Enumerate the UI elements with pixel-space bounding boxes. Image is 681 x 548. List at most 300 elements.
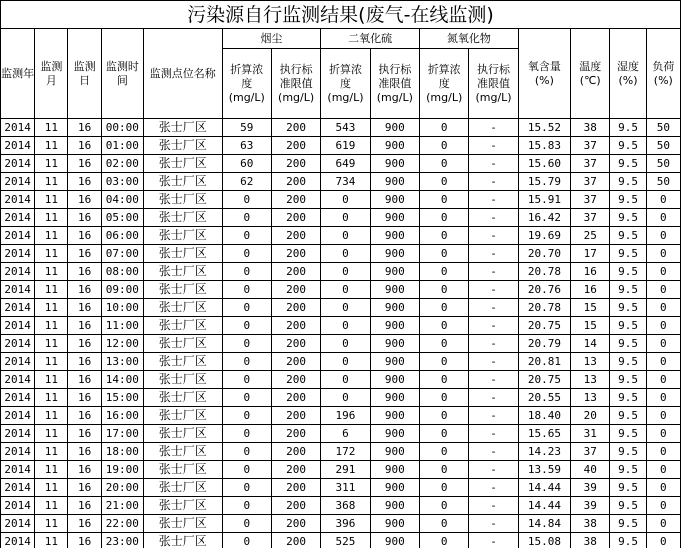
header-site: 监测点位名称 bbox=[144, 29, 223, 119]
cell-time: 14:00 bbox=[101, 371, 143, 389]
cell-dust-limit: 200 bbox=[271, 191, 320, 209]
cell-time: 06:00 bbox=[101, 227, 143, 245]
cell-year: 2014 bbox=[1, 533, 35, 548]
cell-temp: 37 bbox=[571, 137, 610, 155]
cell-site: 张士厂区 bbox=[144, 137, 223, 155]
table-row bbox=[1, 425, 681, 443]
cell-so2-limit: 900 bbox=[370, 461, 419, 479]
cell-dust-limit: 200 bbox=[271, 479, 320, 497]
cell-oxygen: 16.42 bbox=[518, 209, 570, 227]
cell-time: 05:00 bbox=[101, 209, 143, 227]
cell-year: 2014 bbox=[1, 389, 35, 407]
cell-day: 16 bbox=[68, 173, 101, 191]
cell-time: 00:00 bbox=[101, 119, 143, 137]
header-group-nox: 氮氧化物 bbox=[420, 29, 519, 49]
cell-nox-conc: 0 bbox=[420, 371, 469, 389]
cell-temp: 14 bbox=[571, 335, 610, 353]
cell-nox-limit: - bbox=[469, 335, 518, 353]
table-body bbox=[1, 119, 681, 548]
cell-humidity: 9.5 bbox=[610, 353, 646, 371]
cell-time: 13:00 bbox=[101, 353, 143, 371]
cell-day: 16 bbox=[68, 479, 101, 497]
table-row bbox=[1, 443, 681, 461]
cell-month: 11 bbox=[35, 461, 68, 479]
cell-site: 张士厂区 bbox=[144, 155, 223, 173]
cell-year: 2014 bbox=[1, 425, 35, 443]
header-so2-conc: 折算浓 度 (mg/L) bbox=[321, 49, 370, 119]
cell-time: 19:00 bbox=[101, 461, 143, 479]
cell-day: 16 bbox=[68, 497, 101, 515]
cell-load: 0 bbox=[646, 461, 680, 479]
cell-dust-limit: 200 bbox=[271, 353, 320, 371]
cell-month: 11 bbox=[35, 425, 68, 443]
cell-so2-limit: 900 bbox=[370, 191, 419, 209]
cell-so2-limit: 900 bbox=[370, 443, 419, 461]
cell-dust-limit: 200 bbox=[271, 281, 320, 299]
cell-so2-limit: 900 bbox=[370, 173, 419, 191]
cell-so2-conc: 0 bbox=[321, 299, 370, 317]
table-row bbox=[1, 155, 681, 173]
cell-nox-limit: - bbox=[469, 191, 518, 209]
cell-nox-conc: 0 bbox=[420, 191, 469, 209]
table-row bbox=[1, 209, 681, 227]
table-row bbox=[1, 119, 681, 137]
cell-nox-limit: - bbox=[469, 317, 518, 335]
cell-month: 11 bbox=[35, 263, 68, 281]
cell-nox-limit: - bbox=[469, 353, 518, 371]
cell-year: 2014 bbox=[1, 191, 35, 209]
header-temp: 温度 (℃) bbox=[571, 29, 610, 119]
cell-nox-conc: 0 bbox=[420, 263, 469, 281]
cell-site: 张士厂区 bbox=[144, 119, 223, 137]
cell-day: 16 bbox=[68, 137, 101, 155]
cell-oxygen: 20.81 bbox=[518, 353, 570, 371]
cell-so2-conc: 396 bbox=[321, 515, 370, 533]
cell-dust-conc: 0 bbox=[222, 317, 271, 335]
cell-month: 11 bbox=[35, 119, 68, 137]
cell-dust-limit: 200 bbox=[271, 119, 320, 137]
cell-load: 50 bbox=[646, 119, 680, 137]
cell-load: 0 bbox=[646, 227, 680, 245]
cell-month: 11 bbox=[35, 209, 68, 227]
cell-nox-limit: - bbox=[469, 119, 518, 137]
cell-so2-limit: 900 bbox=[370, 119, 419, 137]
cell-month: 11 bbox=[35, 191, 68, 209]
cell-nox-conc: 0 bbox=[420, 299, 469, 317]
cell-oxygen: 20.79 bbox=[518, 335, 570, 353]
cell-humidity: 9.5 bbox=[610, 119, 646, 137]
cell-so2-conc: 291 bbox=[321, 461, 370, 479]
cell-day: 16 bbox=[68, 515, 101, 533]
cell-site: 张士厂区 bbox=[144, 407, 223, 425]
cell-nox-conc: 0 bbox=[420, 479, 469, 497]
cell-year: 2014 bbox=[1, 497, 35, 515]
cell-load: 0 bbox=[646, 353, 680, 371]
cell-site: 张士厂区 bbox=[144, 335, 223, 353]
cell-month: 11 bbox=[35, 371, 68, 389]
cell-so2-limit: 900 bbox=[370, 407, 419, 425]
cell-humidity: 9.5 bbox=[610, 443, 646, 461]
cell-time: 15:00 bbox=[101, 389, 143, 407]
cell-day: 16 bbox=[68, 335, 101, 353]
cell-site: 张士厂区 bbox=[144, 533, 223, 548]
cell-nox-conc: 0 bbox=[420, 281, 469, 299]
cell-site: 张士厂区 bbox=[144, 263, 223, 281]
header-year: 监测年 bbox=[1, 29, 35, 119]
cell-humidity: 9.5 bbox=[610, 515, 646, 533]
cell-dust-conc: 62 bbox=[222, 173, 271, 191]
cell-humidity: 9.5 bbox=[610, 407, 646, 425]
cell-year: 2014 bbox=[1, 299, 35, 317]
cell-month: 11 bbox=[35, 515, 68, 533]
cell-year: 2014 bbox=[1, 227, 35, 245]
cell-load: 50 bbox=[646, 137, 680, 155]
cell-dust-conc: 0 bbox=[222, 479, 271, 497]
cell-dust-limit: 200 bbox=[271, 263, 320, 281]
cell-nox-limit: - bbox=[469, 137, 518, 155]
cell-day: 16 bbox=[68, 353, 101, 371]
cell-load: 50 bbox=[646, 173, 680, 191]
cell-month: 11 bbox=[35, 497, 68, 515]
cell-dust-conc: 0 bbox=[222, 299, 271, 317]
cell-dust-conc: 0 bbox=[222, 533, 271, 548]
cell-humidity: 9.5 bbox=[610, 209, 646, 227]
table-row bbox=[1, 353, 681, 371]
cell-dust-limit: 200 bbox=[271, 407, 320, 425]
table-row bbox=[1, 137, 681, 155]
cell-dust-limit: 200 bbox=[271, 227, 320, 245]
cell-year: 2014 bbox=[1, 443, 35, 461]
table-row bbox=[1, 281, 681, 299]
cell-year: 2014 bbox=[1, 173, 35, 191]
cell-site: 张士厂区 bbox=[144, 191, 223, 209]
cell-year: 2014 bbox=[1, 353, 35, 371]
cell-oxygen: 20.75 bbox=[518, 317, 570, 335]
cell-nox-limit: - bbox=[469, 407, 518, 425]
cell-load: 0 bbox=[646, 263, 680, 281]
cell-dust-conc: 60 bbox=[222, 155, 271, 173]
table-row bbox=[1, 263, 681, 281]
header-dust-conc: 折算浓 度 (mg/L) bbox=[222, 49, 271, 119]
cell-load: 0 bbox=[646, 281, 680, 299]
cell-humidity: 9.5 bbox=[610, 191, 646, 209]
cell-temp: 39 bbox=[571, 497, 610, 515]
cell-humidity: 9.5 bbox=[610, 155, 646, 173]
header-time: 监测时间 bbox=[101, 29, 143, 119]
cell-humidity: 9.5 bbox=[610, 533, 646, 548]
cell-site: 张士厂区 bbox=[144, 317, 223, 335]
cell-month: 11 bbox=[35, 245, 68, 263]
cell-dust-limit: 200 bbox=[271, 389, 320, 407]
cell-nox-limit: - bbox=[469, 245, 518, 263]
cell-so2-conc: 0 bbox=[321, 335, 370, 353]
cell-month: 11 bbox=[35, 173, 68, 191]
header-dust-limit: 执行标 准限值 (mg/L) bbox=[271, 49, 320, 119]
cell-load: 0 bbox=[646, 317, 680, 335]
cell-nox-conc: 0 bbox=[420, 227, 469, 245]
cell-nox-conc: 0 bbox=[420, 353, 469, 371]
cell-dust-conc: 0 bbox=[222, 281, 271, 299]
cell-nox-limit: - bbox=[469, 461, 518, 479]
cell-dust-conc: 0 bbox=[222, 407, 271, 425]
cell-temp: 15 bbox=[571, 299, 610, 317]
cell-humidity: 9.5 bbox=[610, 479, 646, 497]
cell-dust-conc: 59 bbox=[222, 119, 271, 137]
cell-oxygen: 14.44 bbox=[518, 479, 570, 497]
cell-year: 2014 bbox=[1, 263, 35, 281]
cell-dust-limit: 200 bbox=[271, 371, 320, 389]
cell-so2-limit: 900 bbox=[370, 155, 419, 173]
cell-so2-conc: 734 bbox=[321, 173, 370, 191]
cell-so2-limit: 900 bbox=[370, 137, 419, 155]
cell-so2-limit: 900 bbox=[370, 515, 419, 533]
cell-oxygen: 20.78 bbox=[518, 263, 570, 281]
cell-day: 16 bbox=[68, 155, 101, 173]
cell-nox-limit: - bbox=[469, 479, 518, 497]
cell-nox-conc: 0 bbox=[420, 209, 469, 227]
cell-month: 11 bbox=[35, 335, 68, 353]
cell-so2-conc: 311 bbox=[321, 479, 370, 497]
cell-year: 2014 bbox=[1, 371, 35, 389]
cell-humidity: 9.5 bbox=[610, 137, 646, 155]
cell-time: 12:00 bbox=[101, 335, 143, 353]
cell-load: 0 bbox=[646, 245, 680, 263]
cell-nox-conc: 0 bbox=[420, 407, 469, 425]
cell-so2-conc: 368 bbox=[321, 497, 370, 515]
cell-temp: 37 bbox=[571, 191, 610, 209]
cell-so2-conc: 0 bbox=[321, 227, 370, 245]
cell-so2-limit: 900 bbox=[370, 389, 419, 407]
cell-dust-conc: 0 bbox=[222, 497, 271, 515]
table-row bbox=[1, 317, 681, 335]
cell-time: 20:00 bbox=[101, 479, 143, 497]
cell-nox-limit: - bbox=[469, 533, 518, 548]
cell-dust-limit: 200 bbox=[271, 155, 320, 173]
cell-year: 2014 bbox=[1, 335, 35, 353]
cell-so2-conc: 0 bbox=[321, 245, 370, 263]
cell-nox-limit: - bbox=[469, 299, 518, 317]
monitoring-table bbox=[0, 28, 681, 548]
cell-load: 0 bbox=[646, 299, 680, 317]
table-row bbox=[1, 173, 681, 191]
cell-dust-conc: 0 bbox=[222, 515, 271, 533]
cell-month: 11 bbox=[35, 389, 68, 407]
cell-so2-limit: 900 bbox=[370, 479, 419, 497]
table-row bbox=[1, 461, 681, 479]
cell-temp: 37 bbox=[571, 155, 610, 173]
cell-nox-limit: - bbox=[469, 281, 518, 299]
cell-dust-conc: 0 bbox=[222, 227, 271, 245]
cell-so2-conc: 0 bbox=[321, 281, 370, 299]
cell-site: 张士厂区 bbox=[144, 209, 223, 227]
cell-month: 11 bbox=[35, 299, 68, 317]
cell-time: 18:00 bbox=[101, 443, 143, 461]
cell-year: 2014 bbox=[1, 119, 35, 137]
table-row bbox=[1, 407, 681, 425]
cell-site: 张士厂区 bbox=[144, 425, 223, 443]
cell-time: 03:00 bbox=[101, 173, 143, 191]
cell-so2-limit: 900 bbox=[370, 281, 419, 299]
cell-month: 11 bbox=[35, 353, 68, 371]
cell-nox-conc: 0 bbox=[420, 317, 469, 335]
cell-day: 16 bbox=[68, 407, 101, 425]
header-nox-conc: 折算浓 度 (mg/L) bbox=[420, 49, 469, 119]
cell-so2-limit: 900 bbox=[370, 227, 419, 245]
cell-humidity: 9.5 bbox=[610, 335, 646, 353]
cell-temp: 13 bbox=[571, 353, 610, 371]
cell-nox-conc: 0 bbox=[420, 335, 469, 353]
cell-so2-conc: 649 bbox=[321, 155, 370, 173]
cell-month: 11 bbox=[35, 137, 68, 155]
cell-humidity: 9.5 bbox=[610, 389, 646, 407]
cell-humidity: 9.5 bbox=[610, 263, 646, 281]
cell-dust-limit: 200 bbox=[271, 533, 320, 548]
cell-temp: 16 bbox=[571, 281, 610, 299]
cell-site: 张士厂区 bbox=[144, 353, 223, 371]
cell-temp: 37 bbox=[571, 209, 610, 227]
cell-so2-conc: 196 bbox=[321, 407, 370, 425]
cell-humidity: 9.5 bbox=[610, 281, 646, 299]
cell-day: 16 bbox=[68, 299, 101, 317]
cell-day: 16 bbox=[68, 209, 101, 227]
cell-dust-limit: 200 bbox=[271, 317, 320, 335]
cell-nox-limit: - bbox=[469, 443, 518, 461]
cell-day: 16 bbox=[68, 317, 101, 335]
cell-load: 0 bbox=[646, 191, 680, 209]
cell-load: 0 bbox=[646, 443, 680, 461]
cell-month: 11 bbox=[35, 443, 68, 461]
cell-so2-conc: 543 bbox=[321, 119, 370, 137]
table-row bbox=[1, 191, 681, 209]
cell-temp: 38 bbox=[571, 119, 610, 137]
cell-month: 11 bbox=[35, 281, 68, 299]
cell-humidity: 9.5 bbox=[610, 299, 646, 317]
header-oxygen: 氧含量 (%) bbox=[518, 29, 570, 119]
cell-time: 10:00 bbox=[101, 299, 143, 317]
cell-nox-conc: 0 bbox=[420, 389, 469, 407]
cell-oxygen: 15.91 bbox=[518, 191, 570, 209]
cell-year: 2014 bbox=[1, 515, 35, 533]
cell-site: 张士厂区 bbox=[144, 245, 223, 263]
cell-site: 张士厂区 bbox=[144, 371, 223, 389]
cell-nox-conc: 0 bbox=[420, 119, 469, 137]
cell-time: 21:00 bbox=[101, 497, 143, 515]
cell-so2-conc: 0 bbox=[321, 371, 370, 389]
cell-day: 16 bbox=[68, 119, 101, 137]
cell-load: 0 bbox=[646, 425, 680, 443]
cell-dust-limit: 200 bbox=[271, 245, 320, 263]
cell-month: 11 bbox=[35, 533, 68, 548]
cell-nox-conc: 0 bbox=[420, 425, 469, 443]
cell-nox-conc: 0 bbox=[420, 137, 469, 155]
cell-oxygen: 14.44 bbox=[518, 497, 570, 515]
cell-so2-limit: 900 bbox=[370, 353, 419, 371]
cell-day: 16 bbox=[68, 245, 101, 263]
table-row bbox=[1, 335, 681, 353]
cell-site: 张士厂区 bbox=[144, 479, 223, 497]
cell-humidity: 9.5 bbox=[610, 317, 646, 335]
header-day: 监测日 bbox=[68, 29, 101, 119]
cell-time: 23:00 bbox=[101, 533, 143, 548]
cell-dust-limit: 200 bbox=[271, 173, 320, 191]
cell-time: 01:00 bbox=[101, 137, 143, 155]
cell-year: 2014 bbox=[1, 209, 35, 227]
cell-humidity: 9.5 bbox=[610, 371, 646, 389]
cell-nox-conc: 0 bbox=[420, 461, 469, 479]
cell-dust-conc: 0 bbox=[222, 191, 271, 209]
cell-dust-conc: 0 bbox=[222, 263, 271, 281]
cell-day: 16 bbox=[68, 425, 101, 443]
table-row bbox=[1, 515, 681, 533]
cell-so2-conc: 0 bbox=[321, 317, 370, 335]
cell-month: 11 bbox=[35, 227, 68, 245]
cell-dust-limit: 200 bbox=[271, 425, 320, 443]
table-row bbox=[1, 479, 681, 497]
cell-dust-limit: 200 bbox=[271, 443, 320, 461]
cell-oxygen: 19.69 bbox=[518, 227, 570, 245]
cell-load: 0 bbox=[646, 533, 680, 548]
cell-so2-conc: 172 bbox=[321, 443, 370, 461]
cell-nox-limit: - bbox=[469, 173, 518, 191]
cell-time: 17:00 bbox=[101, 425, 143, 443]
cell-load: 0 bbox=[646, 335, 680, 353]
cell-day: 16 bbox=[68, 281, 101, 299]
cell-site: 张士厂区 bbox=[144, 227, 223, 245]
cell-dust-limit: 200 bbox=[271, 515, 320, 533]
cell-nox-limit: - bbox=[469, 425, 518, 443]
cell-so2-conc: 0 bbox=[321, 263, 370, 281]
cell-so2-limit: 900 bbox=[370, 263, 419, 281]
cell-year: 2014 bbox=[1, 479, 35, 497]
table-row bbox=[1, 389, 681, 407]
cell-day: 16 bbox=[68, 461, 101, 479]
cell-oxygen: 15.79 bbox=[518, 173, 570, 191]
cell-oxygen: 18.40 bbox=[518, 407, 570, 425]
cell-so2-limit: 900 bbox=[370, 533, 419, 548]
cell-time: 09:00 bbox=[101, 281, 143, 299]
cell-humidity: 9.5 bbox=[610, 425, 646, 443]
cell-so2-conc: 0 bbox=[321, 389, 370, 407]
cell-so2-limit: 900 bbox=[370, 371, 419, 389]
cell-year: 2014 bbox=[1, 461, 35, 479]
cell-so2-limit: 900 bbox=[370, 425, 419, 443]
cell-temp: 37 bbox=[571, 173, 610, 191]
cell-load: 0 bbox=[646, 497, 680, 515]
cell-so2-limit: 900 bbox=[370, 497, 419, 515]
cell-month: 11 bbox=[35, 155, 68, 173]
cell-oxygen: 14.84 bbox=[518, 515, 570, 533]
cell-humidity: 9.5 bbox=[610, 461, 646, 479]
cell-year: 2014 bbox=[1, 281, 35, 299]
table-row bbox=[1, 371, 681, 389]
cell-temp: 20 bbox=[571, 407, 610, 425]
cell-temp: 13 bbox=[571, 371, 610, 389]
cell-load: 0 bbox=[646, 389, 680, 407]
cell-humidity: 9.5 bbox=[610, 227, 646, 245]
cell-month: 11 bbox=[35, 317, 68, 335]
cell-so2-limit: 900 bbox=[370, 209, 419, 227]
cell-nox-conc: 0 bbox=[420, 497, 469, 515]
cell-dust-conc: 0 bbox=[222, 389, 271, 407]
cell-load: 0 bbox=[646, 515, 680, 533]
cell-dust-conc: 0 bbox=[222, 245, 271, 263]
cell-nox-limit: - bbox=[469, 155, 518, 173]
cell-site: 张士厂区 bbox=[144, 515, 223, 533]
cell-oxygen: 13.59 bbox=[518, 461, 570, 479]
cell-so2-limit: 900 bbox=[370, 335, 419, 353]
cell-so2-limit: 900 bbox=[370, 317, 419, 335]
cell-temp: 25 bbox=[571, 227, 610, 245]
